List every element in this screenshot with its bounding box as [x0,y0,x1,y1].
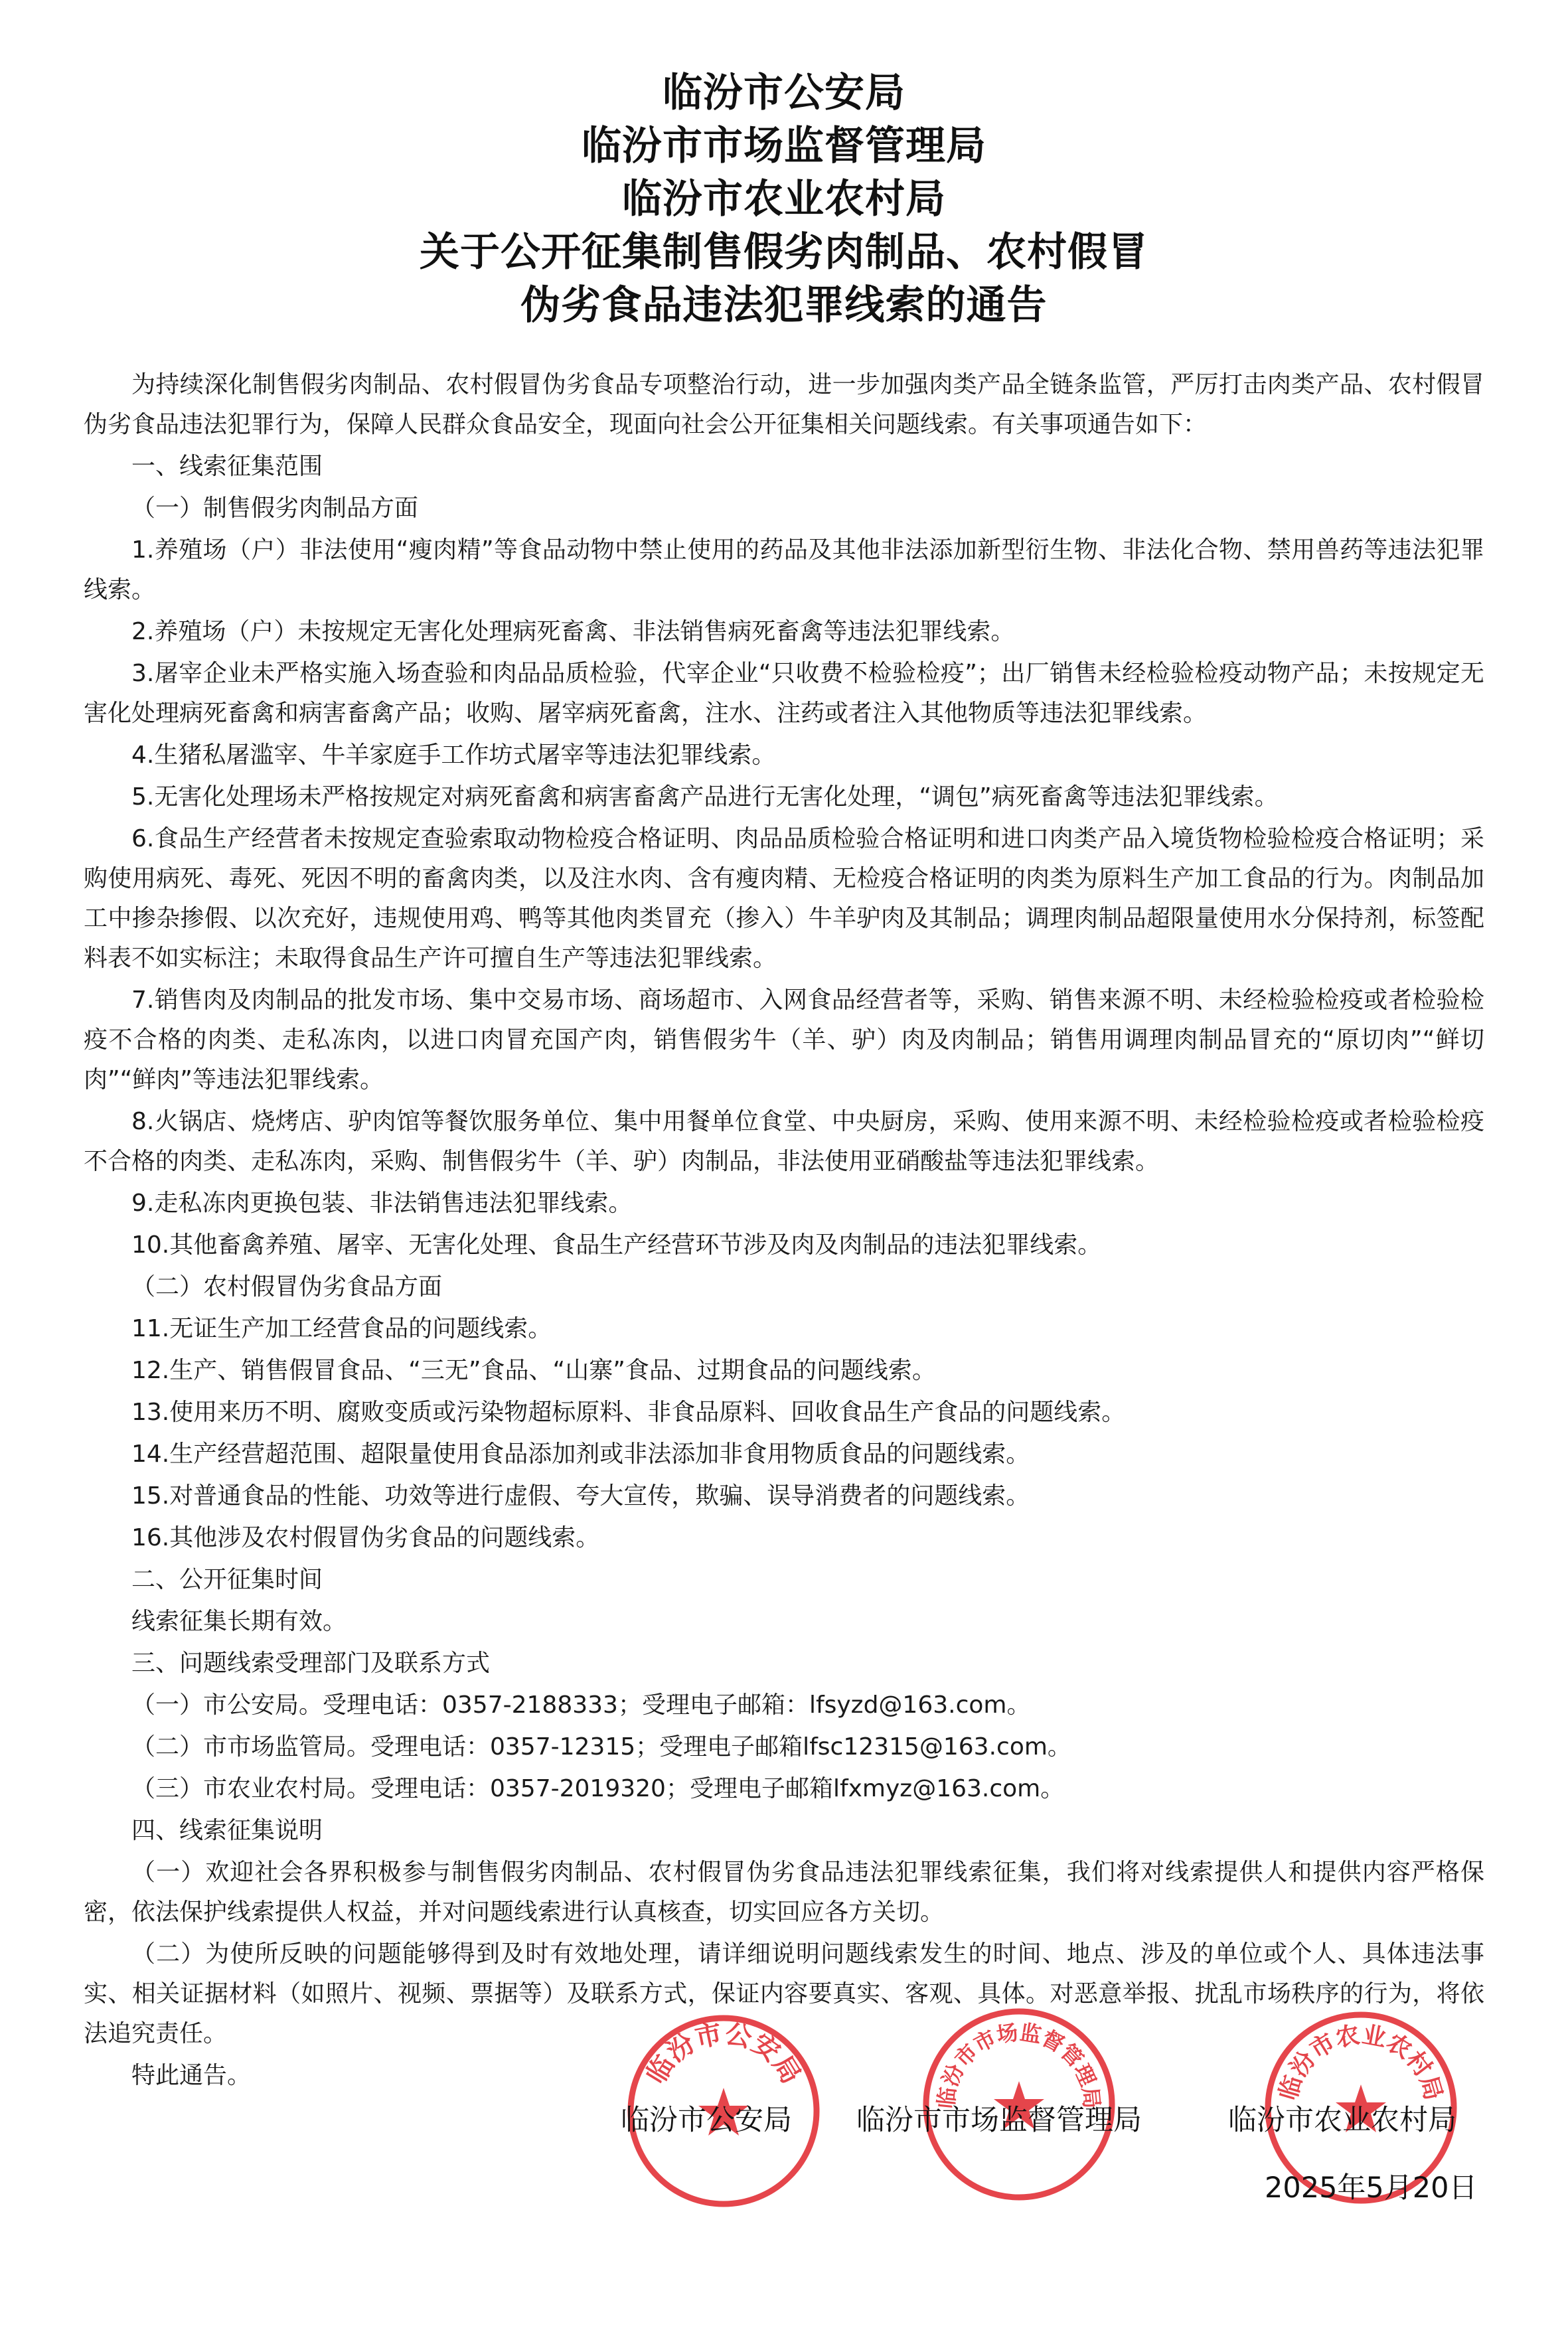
title-line-3: 临汾市农业农村局 [622,176,946,222]
signature-agriculture: 临汾市农业农村局 [1228,2104,1456,2137]
notice-body [84,365,1484,2098]
clue-item-8: 8.火锅店、烧烤店、驴肉馆等餐饮服务单位、集中用餐单位食堂、中央厨房，采购、使用来源不明、未经检验检疫或者检验检疫不合格的肉类、走私冻肉，采购、制售假劣牛（羊、驴）肉制品，非法使用亚硝酸盐等违法犯罪线索。 [84,1108,1484,1175]
title-line-4: 关于公开征集制售假劣肉制品、农村假冒 [420,229,1148,275]
subsection-heading-1: （一）制售假劣肉制品方面 [131,495,419,522]
clue-item-1: 1.养殖场（户）非法使用“瘦肉精”等食品动物中禁止使用的药品及其他非法添加新型衍生物、非法化合物、禁用兽药等违法犯罪线索。 [84,536,1484,603]
clue-item-5: 5.无害化处理场未严格按规定对病死畜禽和病害畜禽产品进行无害化处理，“调包”病死畜禽等违法犯罪线索。 [131,783,1279,811]
issue-date: 2025年5月20日 [1265,2171,1478,2205]
section-heading-1: 一、线索征集范围 [131,453,323,480]
clue-item-7: 7.销售肉及肉制品的批发市场、集中交易市场、商场超市、入网食品经营者等，采购、销售来源不明、未经检验检疫或者检验检疫不合格的肉类、走私冻肉，以进口肉冒充国产肉，销售假劣牛（羊、驴）肉及肉制品；销售用调理肉制品冒充的“原切肉”“鲜切肉”“鲜肉”等违法犯罪线索。 [84,986,1484,1093]
clue-item-6: 6.食品生产经营者未按规定查验索取动物检疫合格证明、肉品品质检验合格证明和进口肉类产品入境货物检验检疫合格证明；采购使用病死、毒死、死因不明的畜禽肉类，以及注水肉、含有瘦肉精、无检疫合格证明的肉类为原料生产加工食品的行为。肉制品加工中掺杂掺假、以次充好，违规使用鸡、鸭等其他肉类冒充（掺入）牛羊驴肉及其制品；调理肉制品超限量使用水分保持剂，标签配料表不如实标注；未取得食品生产许可擅自生产等违法犯罪线索。 [84,825,1484,972]
subsection-heading-2: （二）农村假冒伪劣食品方面 [131,1273,443,1300]
clue-item-11: 11.无证生产加工经营食品的问题线索。 [131,1315,552,1342]
title-line-5: 伪劣食品违法犯罪线索的通告 [520,282,1048,329]
closing-line: 特此通告。 [131,2062,252,2089]
svg-text:临汾市农业农村局: 临汾市农业农村局 [1274,2020,1448,2104]
clue-item-15: 15.对普通食品的性能、功效等进行虚假、夸大宣传，欺骗、误导消费者的问题线索。 [131,1482,1030,1510]
notice-title [0,66,1568,332]
intro-paragraph: 为持续深化制售假劣肉制品、农村假冒伪劣食品专项整治行动，进一步加强肉类产品全链条监管，严厉打击肉类产品、农村假冒伪劣食品违法犯罪行为，保障人民群众食品安全，现面向社会公开征集相关问题线索。有关事项通告如下： [84,371,1484,438]
clue-item-3: 3.屠宰企业未严格实施入场查验和肉品品质检验，代宰企业“只收费不检验检疫”；出厂销售未经检验检疫动物产品；未按规定无害化处理病死畜禽和病害畜禽产品；收购、屠宰病死畜禽，注水、注药或者注入其他物质等违法犯罪线索。 [84,660,1484,727]
section-heading-4: 四、线索征集说明 [131,1817,323,1844]
signature-police: 临汾市公安局 [621,2104,792,2137]
clue-item-4: 4.生猪私屠滥宰、牛羊家庭手工作坊式屠宰等违法犯罪线索。 [131,742,776,769]
section-heading-3: 三、问题线索受理部门及联系方式 [131,1650,491,1677]
signature-market: 临汾市市场监督管理局 [856,2104,1142,2137]
note-1: （一）欢迎社会各界积极参与制售假劣肉制品、农村假冒伪劣食品违法犯罪线索征集，我们将对线索提供人和提供内容严格保密，依法保护线索提供人权益，并对问题线索进行认真核查，切实回应各方关切。 [84,1859,1484,1926]
collection-period: 线索征集长期有效。 [131,1608,347,1635]
section-heading-2: 二、公开征集时间 [131,1566,323,1593]
clue-item-16: 16.其他涉及农村假冒伪劣食品的问题线索。 [131,1524,600,1551]
contact-agriculture: （三）市农业农村局。受理电话：0357-2019320；受理电子邮箱lfxmyz@163.com。 [131,1775,1065,1802]
clue-item-10: 10.其他畜禽养殖、屠宰、无害化处理、食品生产经营环节涉及肉及肉制品的违法犯罪线索。 [131,1231,1102,1259]
svg-text:临汾市公安局: 临汾市公安局 [640,2017,807,2090]
contact-police: （一）市公安局。受理电话：0357-2188333；受理电子邮箱：lfsyzd@163.com。 [131,1691,1031,1719]
clue-item-2: 2.养殖场（户）未按规定无害化处理病死畜禽、非法销售病死畜禽等违法犯罪线索。 [131,618,1015,645]
clue-item-9: 9.走私冻肉更换包装、非法销售违法犯罪线索。 [131,1190,633,1217]
clue-item-14: 14.生产经营超范围、超限量使用食品添加剂或非法添加非食用物质食品的问题线索。 [131,1441,1030,1468]
clue-item-13: 13.使用来历不明、腐败变质或污染物超标原料、非食品原料、回收食品生产食品的问题线索。 [131,1399,1126,1426]
contact-market: （二）市市场监管局。受理电话：0357-12315；受理电子邮箱lfsc12315@163.com。 [131,1733,1071,1761]
note-2: （二）为使所反映的问题能够得到及时有效地处理，请详细说明问题线索发生的时间、地点、涉及的单位或个人、具体违法事实、相关证据材料（如照片、视频、票据等）及联系方式，保证内容要真实、客观、具体。对恶意举报、扰乱市场秩序的行为，将依法追究责任。 [84,1940,1484,2047]
svg-text:临汾市市场监督管理局: 临汾市市场监督管理局 [933,2019,1105,2110]
title-line-2: 临汾市市场监督管理局 [582,123,986,169]
clue-item-12: 12.生产、销售假冒食品、“三无”食品、“山寨”食品、过期食品的问题线索。 [131,1357,936,1384]
title-line-1: 临汾市公安局 [663,70,905,116]
